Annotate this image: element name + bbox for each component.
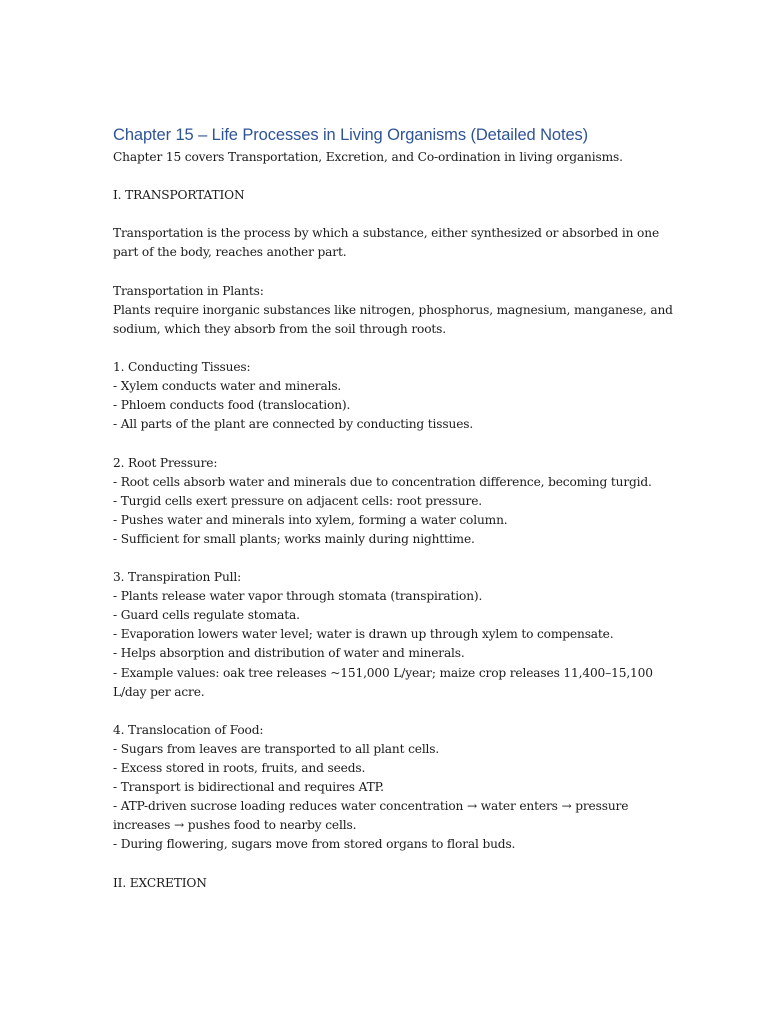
plants-line: Plants require inorganic substances like nitrogen, phosphorus, magnesium, manganese, and — [113, 302, 673, 317]
spacer — [113, 702, 673, 721]
list-item: - Helps absorption and distribution of water and minerals. — [113, 646, 465, 661]
list-item: - ATP-driven sucrose loading reduces water concentration → water enters → pressure — [113, 799, 629, 814]
list-item: - Root cells absorb water and minerals due to concentration difference, becoming turgid. — [113, 474, 652, 489]
list-item: - All parts of the plant are connected by conducting tissues. — [113, 417, 474, 432]
list-item-continuation: increases → pushes food to nearby cells. — [113, 818, 357, 833]
section-heading-excretion: II. EXCRETION — [113, 875, 207, 890]
spacer — [113, 263, 673, 282]
spacer — [113, 205, 673, 224]
spacer — [113, 339, 673, 358]
list-item: - Guard cells regulate stomata. — [113, 608, 300, 623]
list-item: - Plants release water vapor through stomata (transpiration). — [113, 589, 483, 604]
list-item: - Pushes water and minerals into xylem, forming a water column. — [113, 512, 508, 527]
list-item: - Example values: oak tree releases ~151,000 L/year; maize crop releases 11,400–15,100 — [113, 665, 653, 680]
spacer — [113, 549, 673, 568]
list-item: - Excess stored in roots, fruits, and seeds. — [113, 761, 366, 775]
spacer — [113, 854, 673, 873]
intro-paragraph: Chapter 15 covers Transportation, Excretion, and Co-ordination in living organisms. — [113, 150, 623, 164]
list-item: - Sufficient for small plants; works mainly during nighttime. — [113, 531, 475, 546]
list-item: - Turgid cells exert pressure on adjacent cells: root pressure. — [113, 493, 482, 508]
definition-line: part of the body, reaches another part. — [113, 245, 347, 260]
section-heading-transportation: I. TRANSPORTATION — [113, 188, 245, 203]
list-item-continuation: L/day per acre. — [113, 684, 205, 699]
document-title: Chapter 15 – Life Processes in Living Organisms (Detailed Notes) — [113, 126, 589, 144]
translocation-heading: 4. Translocation of Food: — [113, 722, 264, 737]
document-body — [113, 148, 673, 893]
list-item: - Xylem conducts water and minerals. — [113, 379, 342, 394]
list-item: - During flowering, sugars move from stored organs to floral buds. — [113, 837, 516, 852]
list-item: - Transport is bidirectional and requires ATP. — [113, 780, 384, 795]
plants-line: sodium, which they absorb from the soil through roots. — [113, 321, 446, 336]
list-item: - Evaporation lowers water level; water is drawn up through xylem to compensate. — [113, 627, 614, 642]
spacer — [113, 434, 673, 453]
conducting-tissues-heading: 1. Conducting Tissues: — [113, 360, 251, 375]
transpiration-heading: 3. Transpiration Pull: — [113, 570, 242, 585]
spacer — [113, 167, 673, 186]
document-content — [113, 124, 673, 893]
root-pressure-heading: 2. Root Pressure: — [113, 455, 218, 470]
definition-line: Transportation is the process by which a substance, either synthesized or absorbed in one — [113, 226, 660, 241]
list-item: - Sugars from leaves are transported to all plant cells. — [113, 741, 440, 756]
list-item: - Phloem conducts food (translocation). — [113, 398, 351, 413]
plants-heading: Transportation in Plants: — [113, 283, 264, 298]
